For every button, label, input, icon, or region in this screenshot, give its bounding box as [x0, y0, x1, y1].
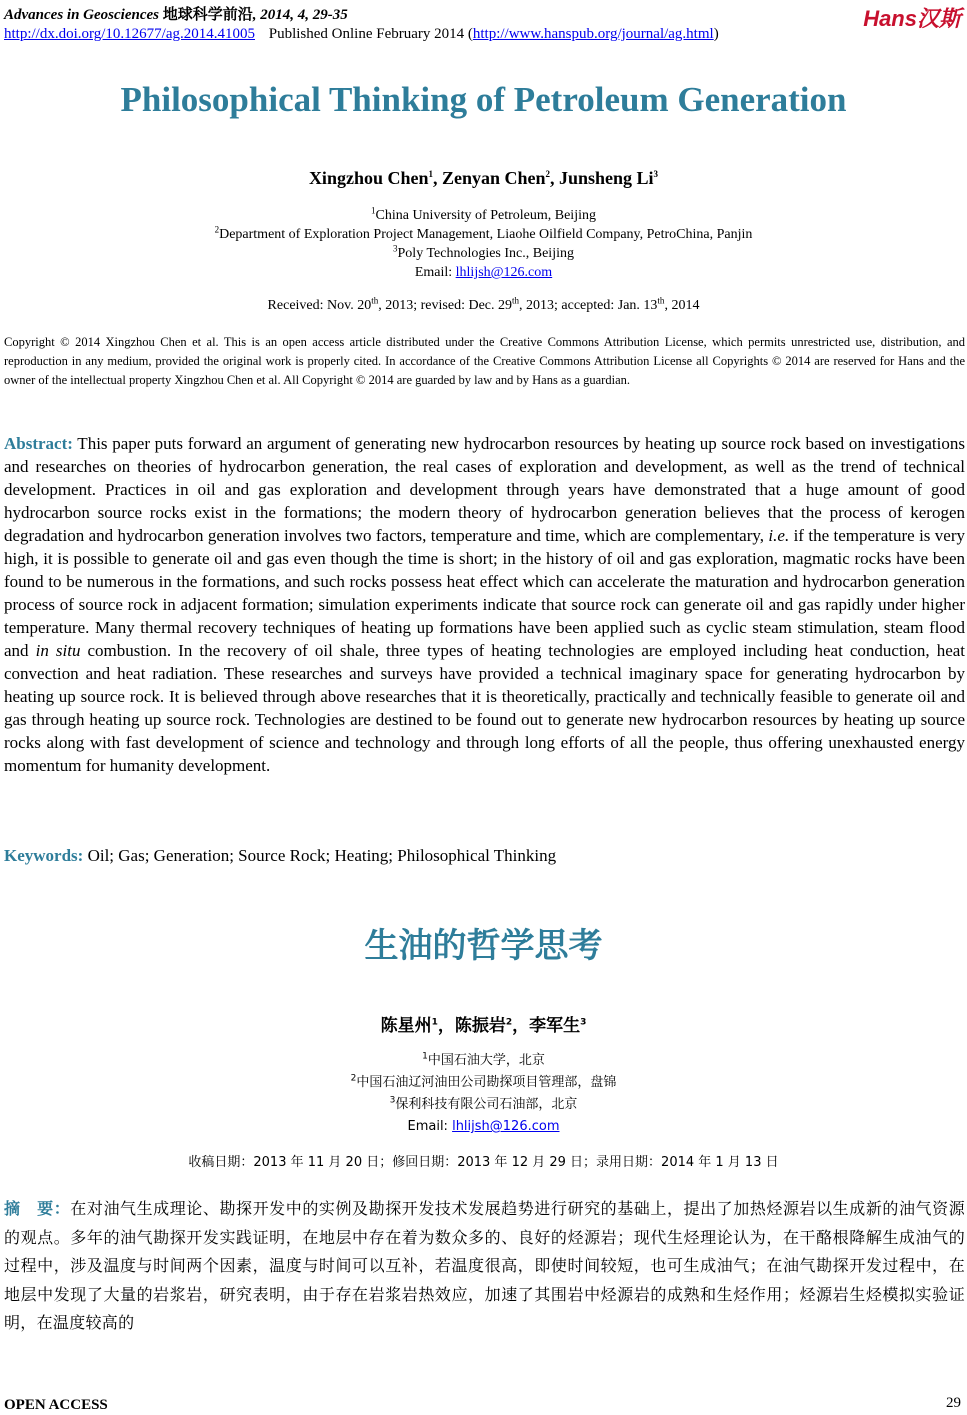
- affiliation-cn: [0, 1072, 967, 1094]
- abstract-label: Abstract:: [4, 434, 73, 453]
- received-sup: th: [371, 295, 379, 306]
- author-sup: 1: [431, 1017, 438, 1028]
- authors-en: [0, 168, 967, 189]
- email-line-cn: [0, 1116, 967, 1138]
- affiliation: [0, 244, 967, 263]
- keywords-label: Keywords:: [4, 846, 84, 865]
- keywords-en: [4, 846, 965, 866]
- affiliation-text: 中国石油大学，北京: [427, 1053, 545, 1068]
- affiliation-text: Poly Technologies Inc., Beijing: [397, 246, 574, 261]
- email-link[interactable]: lhlijsh@126.com: [455, 265, 553, 280]
- author-sep: ，: [512, 1016, 530, 1036]
- affiliation-cn: [0, 1050, 967, 1072]
- email-link-cn[interactable]: lhlijsh@126.com: [452, 1119, 560, 1134]
- abstract-text: This paper puts forward an argument of generating new hydrocarbon resources by heating up source rock based on investigations and researches on theories of hydrocarbon generation, the real cases of exploration and development, as well as the trend of technical development. Practices in oil and gas exploration and development through years have demonstrated that a huge amount of good hydrocarbon source rocks exist in the formations; the modern theory of hydrocarbon generation believes that the process of kerogen degradation and hydrocarbon generation involves two factors, temperature and time, which are complementary,: [4, 434, 965, 545]
- received-dates-cn: 收稿日期：2013 年 11 月 20 日；修回日期：2013 年 12 月 29 日；录用日期：2014 年 1 月 13 日: [188, 1155, 779, 1170]
- affiliations-en: [0, 206, 967, 282]
- affiliation-sup: 2: [214, 224, 220, 235]
- author-sep: ，: [437, 1016, 455, 1036]
- email-label: Email:: [414, 265, 456, 280]
- authors-cn: [0, 1011, 967, 1036]
- abstract-cn-label: 摘 要：: [4, 1199, 71, 1218]
- author-sep: ,: [432, 168, 442, 188]
- email-line: [0, 263, 967, 282]
- affiliation-sup: 3: [389, 1095, 396, 1106]
- affiliation-text: 中国石油辽河油田公司勘探项目管理部，盘锦: [356, 1075, 617, 1090]
- received-dates-en: [0, 295, 967, 314]
- affiliation: [0, 206, 967, 225]
- received-part: , 2013; revised: Dec. 29: [378, 298, 512, 313]
- page-number: 29: [946, 1395, 961, 1411]
- author-sup: 1: [428, 169, 433, 179]
- abstract-cn: [4, 1195, 965, 1338]
- open-access-label: OPEN ACCESS: [4, 1397, 108, 1413]
- journal-volume: , 2014, 4, 29-35: [252, 7, 348, 23]
- published-text: Published Online February 2014 (: [268, 26, 473, 42]
- email-label: Email:: [407, 1119, 453, 1134]
- author-sup: 2: [505, 1017, 513, 1028]
- affiliations-cn: [0, 1050, 967, 1138]
- journal-name-cn: 地球科学前沿: [162, 7, 253, 23]
- journal-name: Advances in Geosciences: [4, 7, 159, 23]
- affiliation-sup: 1: [422, 1051, 428, 1062]
- paper-title-en: Philosophical Thinking of Petroleum Generation: [120, 80, 847, 119]
- received-sup: th: [657, 295, 665, 306]
- author-cn: 陈星州: [380, 1016, 432, 1036]
- publication-line: [4, 26, 719, 43]
- affiliation-sup: 2: [350, 1073, 357, 1084]
- abstract-italic: i.e.: [768, 526, 790, 545]
- abstract-en: [4, 432, 965, 777]
- author-en: Zenyan Chen: [441, 168, 546, 188]
- publisher-logo: Hans汉斯: [863, 6, 961, 31]
- affiliation-text: Department of Exploration Project Management, Liaohe Oilfield Company, PetroChina, Panjin: [219, 227, 753, 242]
- received-part: , 2013; accepted: Jan. 13: [519, 298, 658, 313]
- author-sup: 3: [580, 1017, 587, 1028]
- affiliation-sup: 1: [371, 205, 376, 216]
- author-en: Xingzhou Chen: [308, 168, 429, 188]
- author-sep: ,: [550, 168, 559, 188]
- received-part: Received: Nov. 20: [267, 298, 372, 313]
- abstract-text: if the temperature is very high, it is possible to generate oil and gas even though the time is short; in the history of oil and gas exploration, magmatic rocks have been found to be numerous in the formations, and such rocks possess heat effect which can accelerate the maturation and hydrocarbon generation process of source rock in adjacent formation; simulation experiments indicate that source rock can generate oil and gas rapidly under higher temperature. Many thermal recovery techniques of heating up formations have been applied such as cyclic steam stimulation, steam flood and: [4, 526, 965, 660]
- affiliation-cn: [0, 1094, 967, 1116]
- author-cn: 李军生: [529, 1016, 581, 1036]
- journal-header: [4, 3, 348, 24]
- doi-link[interactable]: http://dx.doi.org/10.12677/ag.2014.41005: [4, 26, 255, 42]
- received-part: , 2014: [664, 298, 700, 313]
- copyright-notice: Copyright © 2014 Xingzhou Chen et al. This is an open access article distributed under the Creative Commons Attribution License, which permits unrestricted use, distribution, and reproduction in any medium, provided the original work is properly cited. In accordance of the Creative Commons Attribution License all Copyrights © 2014 are reserved for Hans and the owner of the intellectual property Xingzhou Chen et al. All Copyright © 2014 are guarded by law and by Hans as a guardian.: [4, 335, 965, 387]
- paper-title-cn: 生油的哲学思考: [364, 926, 603, 966]
- affiliation-text: 保利科技有限公司石油部，北京: [395, 1097, 578, 1112]
- author-en: Junsheng Li: [559, 168, 654, 188]
- journal-link[interactable]: http://www.hanspub.org/journal/ag.html: [472, 26, 714, 42]
- abstract-cn-text: 在对油气生成理论、勘探开发中的实例及勘探开发技术发展趋势进行研究的基础上，提出了加热烃源岩以生成新的油气资源的观点。多年的油气勘探开发实践证明，在地层中存在着为数众多的、良好的烃源岩；现代生烃理论认为，在干酪根降解生成油气的过程中，涉及温度与时间两个因素，温度与时间可以互补，若温度很高，即使时间较短，也可生成油气；在油气勘探开发过程中，在地层中发现了大量的岩浆岩，研究表明，由于存在岩浆岩热效应，加速了其围岩中烃源岩的成熟和生烃作用；烃源岩生烃模拟实验证明，在温度较高的: [4, 1199, 965, 1332]
- affiliation-text: China University of Petroleum, Beijing: [375, 208, 596, 223]
- affiliation-sup: 3: [393, 243, 398, 254]
- published-close: ): [713, 26, 719, 42]
- abstract-text: combustion. In the recovery of oil shale, three types of heating technologies are employed including heat conduction, heat convection and heat radiation. These researches and surveys have provided a technical imaginary space for generating hydrocarbon by heating up source rock. It is believed through above researches that it is theoretically, practically and technically feasible to generate oil and gas through heating up source rock. Technologies are destined to be found out to generate new hydrocarbon resources by heating up source rocks along with fast development of science and technology and through long efforts of all the people, thus offering unexhausted energy momentum for humanity development.: [4, 641, 966, 775]
- author-cn: 陈振岩: [454, 1016, 506, 1036]
- author-sup: 3: [653, 169, 659, 179]
- keywords-text: Oil; Gas; Generation; Source Rock; Heating; Philosophical Thinking: [83, 846, 557, 865]
- affiliation: [0, 225, 967, 244]
- abstract-italic: in situ: [35, 641, 81, 660]
- author-sup: 2: [545, 169, 550, 179]
- received-sup: th: [512, 295, 520, 306]
